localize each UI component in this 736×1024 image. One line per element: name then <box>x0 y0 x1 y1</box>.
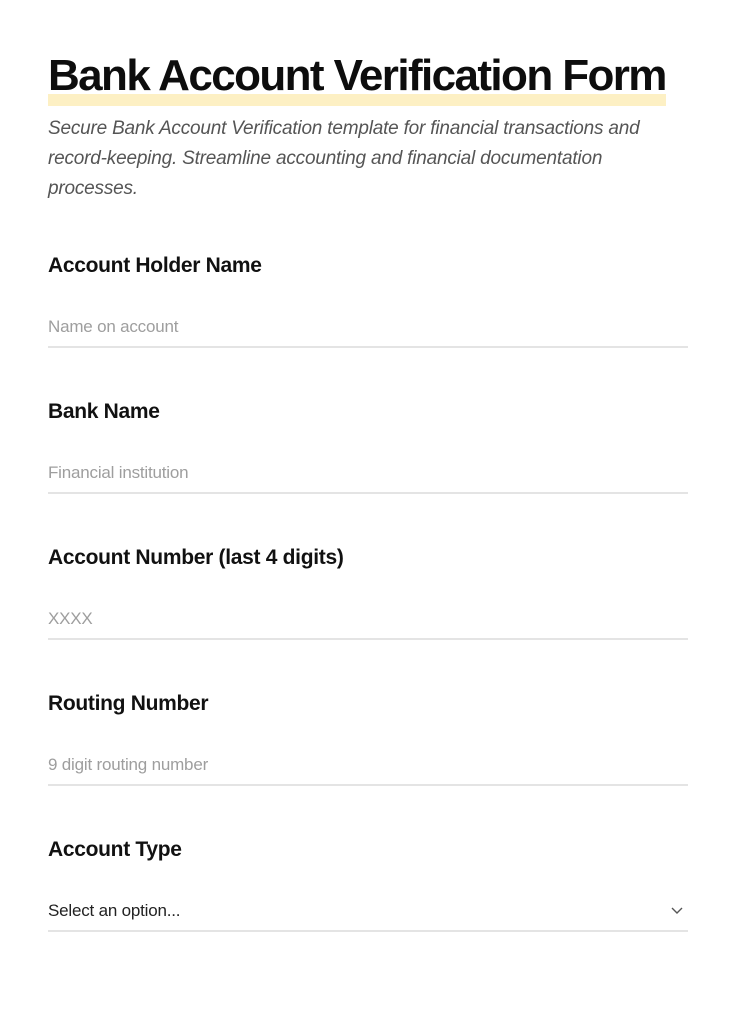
input-placeholder: Financial institution <box>48 463 189 482</box>
title-wrap <box>48 52 666 100</box>
select-value: Select an option... <box>48 901 181 920</box>
form-description: Secure Bank Account Verification template for financial transactions and record-keeping. Streamline accounting and financial documentation processes. <box>48 118 640 199</box>
input-placeholder: XXXX <box>48 609 93 628</box>
field-account-type <box>48 838 688 932</box>
account-number-input[interactable] <box>48 606 688 640</box>
field-account-holder-name <box>48 254 688 348</box>
account-holder-name-input[interactable] <box>48 314 688 348</box>
input-placeholder: Name on account <box>48 317 179 336</box>
page-title: Bank Account Verification Form <box>48 51 666 100</box>
field-label: Account Holder Name <box>48 254 262 277</box>
field-label: Account Number (last 4 digits) <box>48 546 344 569</box>
chevron-down-icon <box>670 906 684 916</box>
field-routing-number <box>48 692 688 786</box>
account-type-select[interactable] <box>48 898 688 932</box>
field-label: Bank Name <box>48 400 160 423</box>
field-label: Routing Number <box>48 692 209 715</box>
bank-name-input[interactable] <box>48 460 688 494</box>
field-account-number <box>48 546 688 640</box>
field-bank-name <box>48 400 688 494</box>
field-label: Account Type <box>48 838 182 861</box>
routing-number-input[interactable] <box>48 752 688 786</box>
input-placeholder: 9 digit routing number <box>48 755 209 774</box>
